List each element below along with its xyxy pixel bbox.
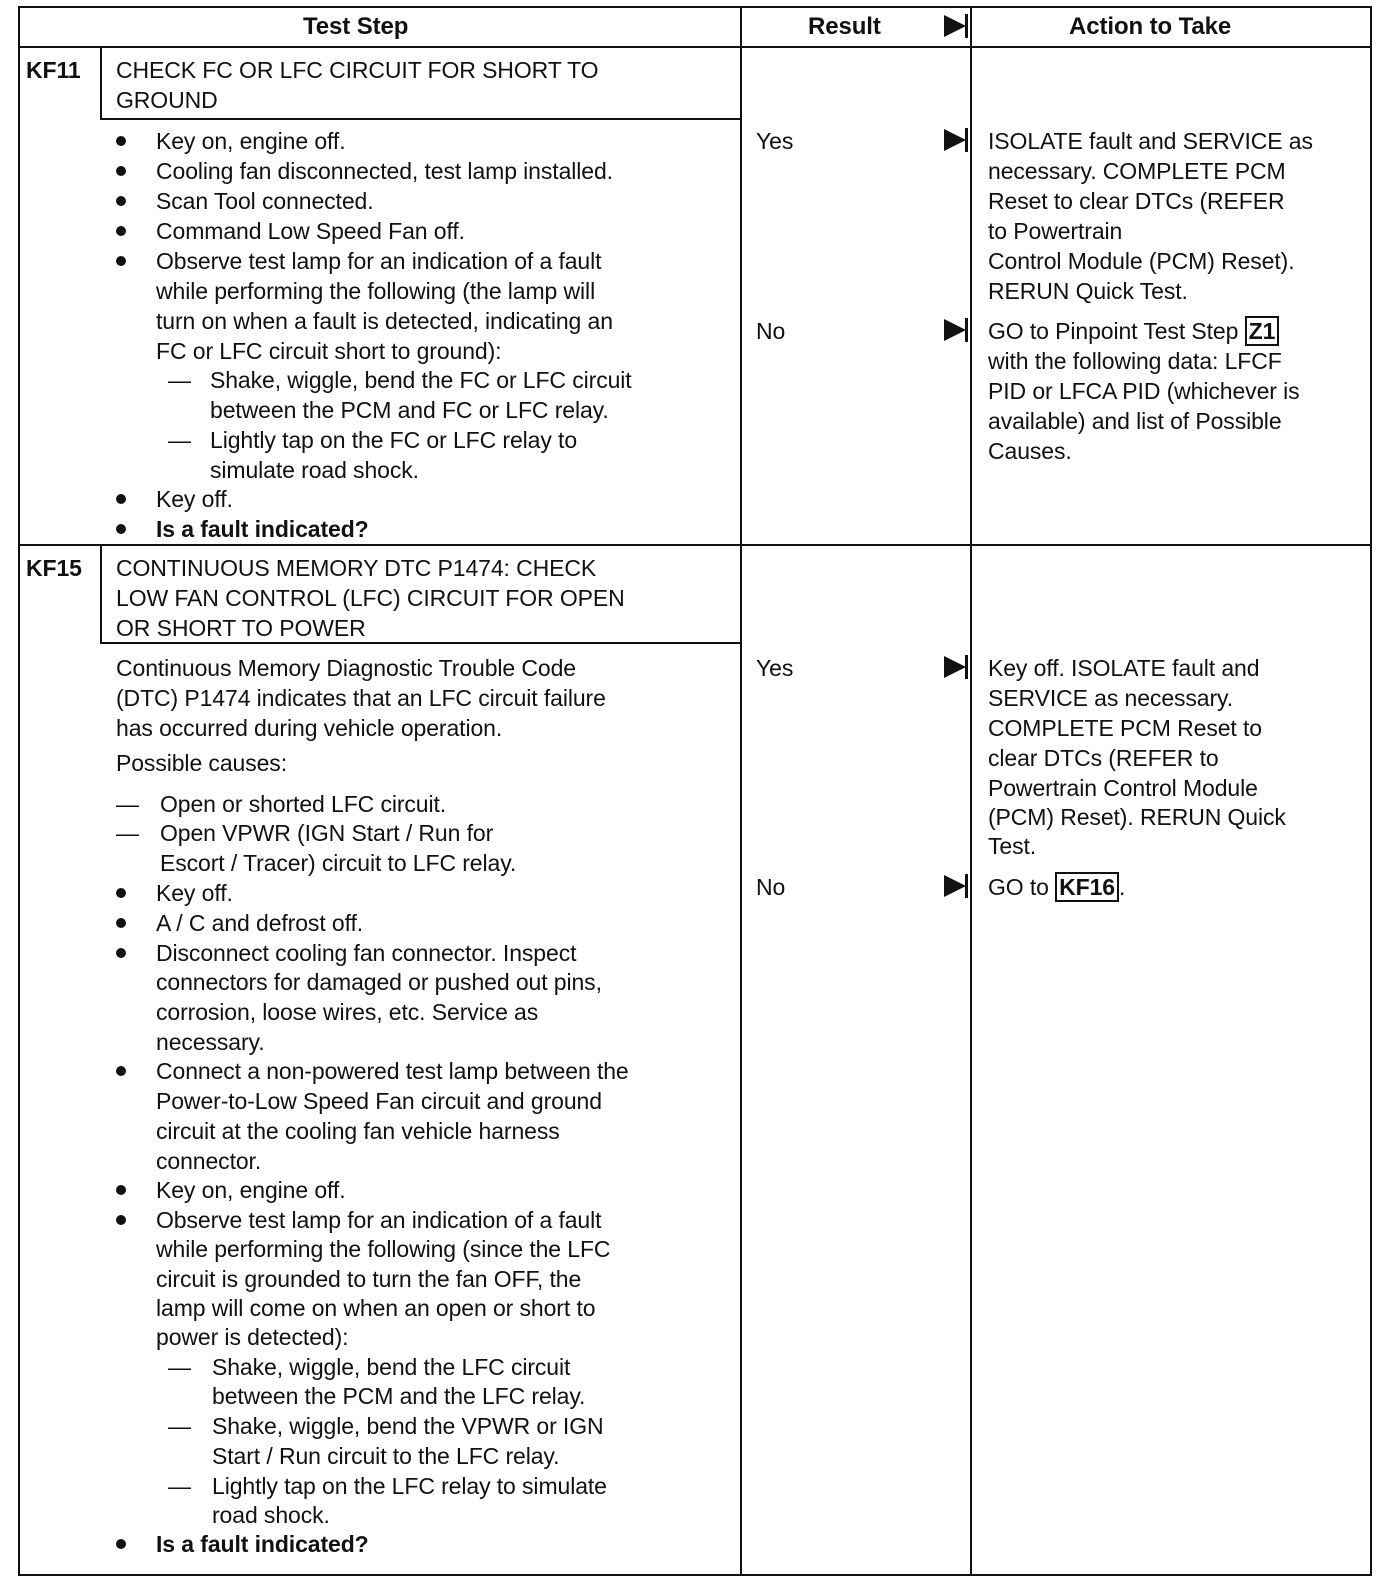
kf15-step-line: Escort / Tracer) circuit to LFC relay. xyxy=(160,850,517,876)
result-arrow-bar xyxy=(965,318,968,342)
dash-icon: — xyxy=(168,367,191,393)
bullet-icon xyxy=(116,948,126,958)
kf15-no-action-prefix: GO to xyxy=(988,874,1056,900)
bullet-icon xyxy=(116,1215,126,1225)
header-arrow-bar xyxy=(965,14,968,38)
kf15-step-line: circuit at the cooling fan vehicle harness xyxy=(156,1118,560,1144)
kf11-step-line: Command Low Speed Fan off. xyxy=(156,218,465,244)
bullet-icon xyxy=(116,1185,126,1195)
header-arrow-icon xyxy=(944,15,966,37)
kf15-step-line: Open VPWR (IGN Start / Run for xyxy=(160,820,494,846)
kf11-step-line: Scan Tool connected. xyxy=(156,188,374,214)
kf11-yes-action-line: necessary. COMPLETE PCM xyxy=(988,158,1286,184)
kf11-kf15-divider xyxy=(18,544,1372,546)
kf15-step-line: power is detected): xyxy=(156,1324,349,1350)
kf11-step-line: simulate road shock. xyxy=(210,457,419,483)
kf15-step-line: Power-to-Low Speed Fan circuit and ground xyxy=(156,1088,602,1114)
kf11-result-no: No xyxy=(756,318,786,344)
kf15-step-line: between the PCM and the LFC relay. xyxy=(212,1383,586,1409)
kf11-yes-action-line: ISOLATE fault and SERVICE as xyxy=(988,128,1313,154)
bullet-icon xyxy=(116,524,126,534)
col-divider-result xyxy=(970,6,972,1576)
bullet-icon xyxy=(116,1539,126,1549)
kf15-result-no: No xyxy=(756,874,786,900)
bullet-icon xyxy=(116,494,126,504)
kf15-step-line: Connect a non-powered test lamp between the xyxy=(156,1058,629,1084)
kf11-no-action-line: with the following data: LFCF xyxy=(988,348,1282,374)
kf15-intro-line: (DTC) P1474 indicates that an LFC circuit failure xyxy=(116,685,606,711)
kf15-step-line: Shake, wiggle, bend the VPWR or IGN xyxy=(212,1413,604,1439)
header-test-step: Test Step xyxy=(303,13,409,40)
kf11-result-yes: Yes xyxy=(756,128,794,154)
kf15-yes-action-line: SERVICE as necessary. xyxy=(988,685,1234,711)
kf15-step-line: connectors for damaged or pushed out pins, xyxy=(156,969,602,995)
kf16-step-link[interactable]: KF16 xyxy=(1055,872,1119,902)
kf11-step-id: KF11 xyxy=(26,57,81,83)
kf15-step-line: lamp will come on when an open or short to xyxy=(156,1295,596,1321)
id-divider-kf11 xyxy=(100,48,102,120)
result-arrow-icon xyxy=(944,656,966,678)
kf15-step-line: while performing the following (since the LFC xyxy=(156,1236,611,1262)
bullet-icon xyxy=(116,888,126,898)
kf15-result-yes: Yes xyxy=(756,655,794,681)
result-arrow-icon xyxy=(944,319,966,341)
kf11-yes-action-line: RERUN Quick Test. xyxy=(988,278,1188,304)
result-arrow-bar xyxy=(965,655,968,679)
kf15-step-id: KF15 xyxy=(26,555,82,581)
kf15-no-action-line xyxy=(988,872,1125,902)
kf11-no-action-line: PID or LFCA PID (whichever is xyxy=(988,378,1300,404)
kf15-step-line: Shake, wiggle, bend the LFC circuit xyxy=(212,1354,571,1380)
kf11-title-line: CHECK FC OR LFC CIRCUIT FOR SHORT TO xyxy=(116,57,599,83)
kf15-step-line: necessary. xyxy=(156,1029,265,1055)
kf11-no-action-prefix: GO to Pinpoint Test Step xyxy=(988,318,1245,344)
kf15-title-line: CONTINUOUS MEMORY DTC P1474: CHECK xyxy=(116,555,597,581)
kf15-question: Is a fault indicated? xyxy=(156,1531,369,1557)
kf15-step-line: Key on, engine off. xyxy=(156,1177,346,1203)
bullet-icon xyxy=(116,196,126,206)
col-divider-step xyxy=(740,6,742,1576)
bullet-icon xyxy=(116,136,126,146)
kf11-step-line: Lightly tap on the FC or LFC relay to xyxy=(210,427,578,453)
kf15-step-line: Start / Run circuit to the LFC relay. xyxy=(212,1443,560,1469)
dash-icon: — xyxy=(116,791,139,817)
result-arrow-bar xyxy=(965,874,968,898)
dash-icon: — xyxy=(168,427,191,453)
bullet-icon xyxy=(116,1066,126,1076)
kf15-no-action-suffix: . xyxy=(1119,874,1126,900)
kf15-intro-line: Continuous Memory Diagnostic Trouble Code xyxy=(116,655,576,681)
kf11-step-line: turn on when a fault is detected, indicating an xyxy=(156,308,613,334)
kf15-step-line: connector. xyxy=(156,1148,262,1174)
kf15-step-line: road shock. xyxy=(212,1502,330,1528)
kf15-yes-action-line: COMPLETE PCM Reset to xyxy=(988,715,1262,741)
kf15-yes-action-line: Key off. ISOLATE fault and xyxy=(988,655,1260,681)
bullet-icon xyxy=(116,226,126,236)
kf15-step-line: A / C and defrost off. xyxy=(156,910,364,936)
kf15-title-line: OR SHORT TO POWER xyxy=(116,615,366,641)
kf15-step-line: Observe test lamp for an indication of a fault xyxy=(156,1207,602,1233)
header-divider xyxy=(18,46,1372,48)
bullet-icon xyxy=(116,166,126,176)
kf11-no-action-line: Causes. xyxy=(988,438,1072,464)
pinpoint-step-link[interactable]: Z1 xyxy=(1245,316,1280,346)
kf11-step-line: FC or LFC circuit short to ground): xyxy=(156,338,502,364)
kf11-yes-action-line: Reset to clear DTCs (REFER xyxy=(988,188,1285,214)
kf11-step-line: between the PCM and FC or LFC relay. xyxy=(210,397,609,423)
kf15-step-line: Key off. xyxy=(156,880,233,906)
header-result: Result xyxy=(808,13,881,40)
kf15-step-line: corrosion, loose wires, etc. Service as xyxy=(156,999,539,1025)
kf11-step-line: Key on, engine off. xyxy=(156,128,346,154)
dash-icon: — xyxy=(168,1413,191,1439)
bullet-icon xyxy=(116,918,126,928)
kf11-yes-action-line: to Powertrain xyxy=(988,218,1123,244)
kf15-yes-action-line: (PCM) Reset). RERUN Quick xyxy=(988,804,1286,830)
kf15-possible-causes: Possible causes: xyxy=(116,750,287,776)
kf11-step-line: Key off. xyxy=(156,486,233,512)
kf15-title-line: LOW FAN CONTROL (LFC) CIRCUIT FOR OPEN xyxy=(116,585,625,611)
dash-icon: — xyxy=(168,1473,191,1499)
result-arrow-icon xyxy=(944,875,966,897)
kf11-step-line: Shake, wiggle, bend the FC or LFC circuit xyxy=(210,367,632,393)
kf15-step-line: circuit is grounded to turn the fan OFF, the xyxy=(156,1266,582,1292)
kf15-step-line: Disconnect cooling fan connector. Inspect xyxy=(156,940,577,966)
kf11-title-divider xyxy=(100,118,742,120)
kf15-yes-action-line: Powertrain Control Module xyxy=(988,775,1258,801)
kf15-step-line: Open or shorted LFC circuit. xyxy=(160,791,447,817)
kf11-step-line: Observe test lamp for an indication of a fault xyxy=(156,248,602,274)
kf15-step-line: Lightly tap on the LFC relay to simulate xyxy=(212,1473,607,1499)
result-arrow-bar xyxy=(965,128,968,152)
dash-icon: — xyxy=(116,820,139,846)
kf11-question: Is a fault indicated? xyxy=(156,516,369,542)
id-divider-kf15 xyxy=(100,546,102,644)
kf11-no-action-line: available) and list of Possible xyxy=(988,408,1282,434)
result-arrow-icon xyxy=(944,129,966,151)
kf11-step-line: Cooling fan disconnected, test lamp installed. xyxy=(156,158,613,184)
kf11-no-action-line xyxy=(988,316,1279,346)
kf11-step-line: while performing the following (the lamp will xyxy=(156,278,596,304)
bullet-icon xyxy=(116,256,126,266)
kf15-yes-action-line: Test. xyxy=(988,833,1037,859)
kf11-yes-action-line: Control Module (PCM) Reset). xyxy=(988,248,1295,274)
kf11-title-line: GROUND xyxy=(116,87,218,113)
kf15-yes-action-line: clear DTCs (REFER to xyxy=(988,745,1219,771)
kf15-intro-line: has occurred during vehicle operation. xyxy=(116,715,503,741)
dash-icon: — xyxy=(168,1354,191,1380)
header-action: Action to Take xyxy=(1069,13,1232,40)
